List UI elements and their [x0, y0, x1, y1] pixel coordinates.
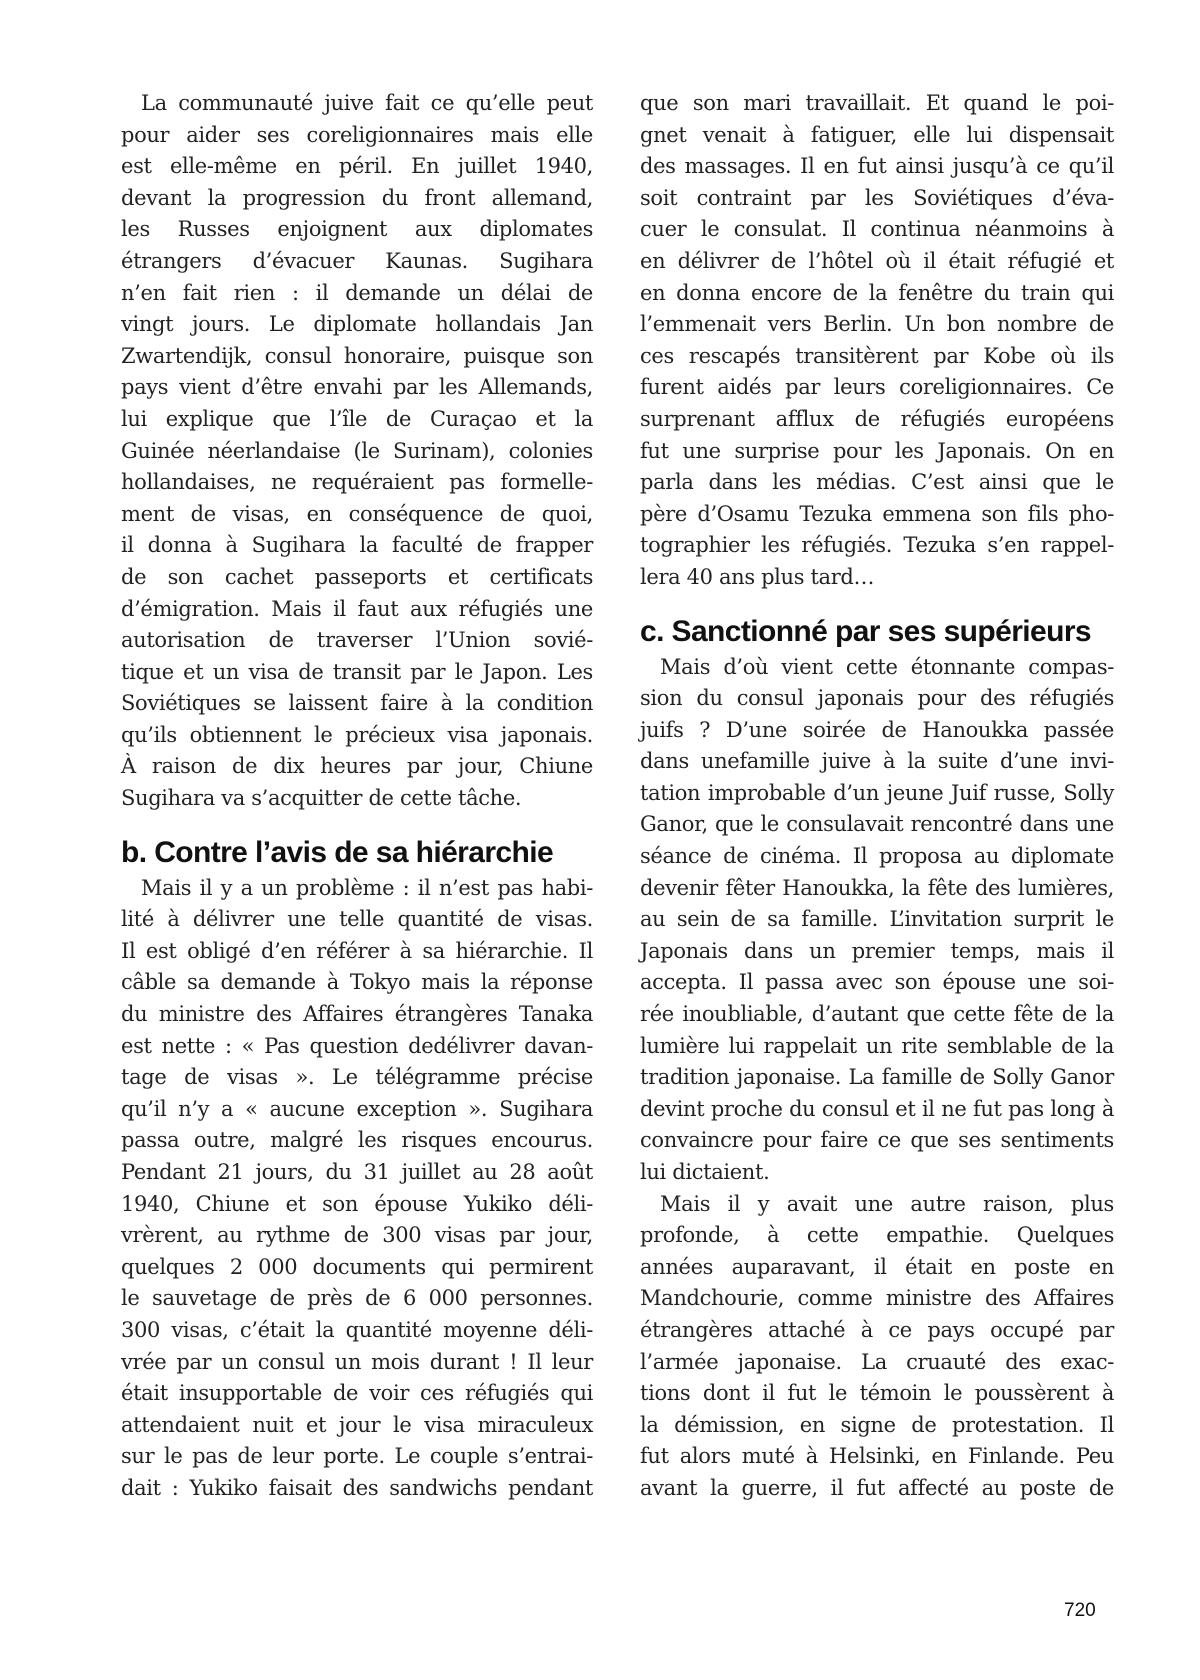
text-line: La communauté juive fait ce qu’elle peut [141, 91, 593, 115]
text-line: tographier les réfugiés. Tezuka s’en rappel- [640, 533, 1114, 558]
text-line: ment de visas, en conséquence de quoi, [121, 501, 593, 526]
text-line: Mais il y a un problème : il n’est pas habi- [141, 875, 593, 900]
text-line: années auparavant, il était en poste en [640, 1254, 1114, 1279]
text-line: Il est obligé d’en référer à sa hiérarchie. Il [121, 938, 593, 963]
text-line: la démission, en signe de protestation. Il [640, 1412, 1114, 1437]
text-line: lumière lui rappelait un rite semblable de la [640, 1033, 1114, 1058]
text-line: tation improbable d’un jeune Juif russe, Solly [640, 780, 1114, 805]
text-line: qu’ils obtiennent le précieux visa japonais. [121, 722, 593, 747]
text-line: tage de visas ». Le télégramme précise [121, 1065, 593, 1090]
text-line: ces rescapés transitèrent par Kobe où ils [640, 343, 1114, 368]
text-line: est nette : « Pas question dedélivrer davan- [121, 1033, 593, 1058]
text-line: passa outre, malgré les risques encourus. [121, 1128, 593, 1153]
text-line: père d’Osamu Tezuka emmena son fils pho- [640, 501, 1114, 526]
text-line: des massages. Il en fut ainsi jusqu’à ce qu’il [640, 154, 1114, 179]
text-line: séance de cinéma. Il proposa au diplomate [640, 844, 1114, 869]
text-line: étrangères attaché à ce pays occupé par [640, 1317, 1114, 1342]
text-line: attendaient nuit et jour le visa miraculeux [121, 1412, 593, 1437]
text-line: tique et un visa de transit par le Japon. Les [121, 659, 593, 684]
text-line: pays vient d’être envahi par les Allemands, [121, 375, 593, 400]
text-line: du ministre des Affaires étrangères Tanaka [121, 1002, 593, 1027]
text-line: surprenant afflux de réfugiés européens [640, 406, 1114, 431]
text-line: fut une surprise pour les Japonais. On en [640, 438, 1114, 463]
text-line: d’émigration. Mais il faut aux réfugiés une [121, 596, 593, 621]
text-line: Ganor, que le consulavait rencontré dans une [640, 812, 1114, 837]
text-line: était insupportable de voir ces réfugiés qui [121, 1381, 593, 1406]
text-line: 300 visas, c’était la quantité moyenne déli- [121, 1317, 593, 1342]
text-line: Sugihara va s’acquitter de cette tâche. [121, 786, 522, 811]
left-column [121, 88, 593, 1505]
text-line: dans unefamille juive à la suite d’une invi- [640, 749, 1114, 774]
text-line: Zwartendijk, consul honoraire, puisque son [121, 343, 593, 368]
text-line: l’armée japonaise. La cruauté des exac- [640, 1349, 1114, 1374]
text-line: les Russes enjoignent aux diplomates [121, 217, 593, 242]
text-line: sion du consul japonais pour des réfugiés [640, 686, 1114, 711]
text-line: il donna à Sugihara la faculté de frapper [121, 533, 593, 558]
text-line: autorisation de traverser l’Union sovié- [121, 628, 593, 653]
text-line: Japonais dans un premier temps, mais il [640, 938, 1114, 963]
text-line: cuer le consulat. Il continua néanmoins à [640, 217, 1114, 242]
text-line: dait : Yukiko faisait des sandwichs pendant [121, 1475, 593, 1500]
text-line: en donna encore de la fenêtre du train qui [640, 280, 1114, 305]
text-line: Guinée néerlandaise (le Surinam), colonies [121, 438, 593, 463]
text-line: le sauvetage de près de 6 000 personnes. [121, 1286, 593, 1311]
text-line: au sein de sa famille. L’invitation surprit le [640, 907, 1114, 932]
text-line: pour aider ses coreligionnaires mais elle [121, 122, 593, 147]
text-line: vingt jours. Le diplomate hollandais Jan [121, 312, 593, 337]
section-heading-c: c. Sanctionné par ses supérieurs [640, 614, 1091, 648]
paragraph-hierarchy-problem [121, 873, 593, 1505]
paragraph-manchuria [640, 1189, 1114, 1505]
text-line: Mais d’où vient cette étonnante compas- [660, 654, 1114, 679]
text-line: rée inoubliable, d’autant que cette fête de la [640, 1002, 1114, 1027]
text-line: quelques 2 000 documents qui permirent [121, 1254, 593, 1279]
text-line: furent aidés par leurs coreligionnaires. Ce [640, 375, 1114, 400]
text-line: gnet venait à fatiguer, elle lui dispensait [640, 122, 1114, 147]
text-line: 1940, Chiune et son épouse Yukiko déli- [121, 1191, 593, 1216]
text-line: Mais il y avait une autre raison, plus [660, 1191, 1114, 1216]
text-line: Mandchourie, comme ministre des Affaires [640, 1286, 1114, 1311]
text-line: fut alors muté à Helsinki, en Finlande. Peu [640, 1444, 1114, 1469]
text-line: lera 40 ans plus tard… [640, 564, 875, 589]
text-line: n’en fait rien : il demande un délai de [121, 280, 593, 305]
text-line: vrée par un consul un mois durant ! Il leur [121, 1349, 593, 1374]
text-line: Soviétiques se laissent faire à la condition [121, 691, 593, 716]
text-line: avant la guerre, il fut affecté au poste de [640, 1475, 1114, 1500]
text-line: en délivrer de l’hôtel où il était réfugié et [640, 248, 1114, 273]
text-line: devant la progression du front allemand, [121, 185, 593, 210]
text-line: devenir fêter Hanoukka, la fête des lumières, [640, 875, 1114, 900]
text-line: devint proche du consul et il ne fut pas long à [640, 1096, 1114, 1121]
text-line: convaincre pour faire ce que ses sentiments [640, 1128, 1114, 1153]
text-line: câble sa demande à Tokyo mais la réponse [121, 970, 593, 995]
text-line: que son mari travaillait. Et quand le poi- [640, 91, 1114, 115]
section-heading-b: b. Contre l’avis de sa hiérarchie [121, 835, 554, 869]
text-line: juifs ? D’une soirée de Hanoukka passée [640, 717, 1114, 742]
text-line: accepta. Il passa avec son épouse une soi- [640, 970, 1114, 995]
text-line: À raison de dix heures par jour, Chiune [121, 754, 593, 779]
text-line: Pendant 21 jours, du 31 juillet au 28 août [121, 1160, 593, 1184]
text-line: soit contraint par les Soviétiques d’éva- [640, 185, 1114, 210]
paragraph-jewish-community [121, 88, 593, 815]
text-line: est elle-même en péril. En juillet 1940, [121, 154, 593, 179]
text-line: tions dont il fut le témoin le poussèrent à [640, 1381, 1114, 1406]
text-line: l’emmenait vers Berlin. Un bon nombre de [640, 312, 1114, 337]
paragraph-continuation [640, 88, 1114, 594]
right-column [640, 88, 1114, 1505]
text-line: profonde, à cette empathie. Quelques [640, 1223, 1114, 1248]
text-line: sur le pas de leur porte. Le couple s’entrai- [121, 1444, 593, 1469]
text-line: de son cachet passeports et certificats [121, 564, 593, 589]
text-line: lité à délivrer une telle quantité de visas. [121, 907, 593, 932]
text-line: lui explique que l’île de Curaçao et la [121, 406, 593, 431]
text-line: tradition japonaise. La famille de Solly Ganor [640, 1065, 1114, 1090]
paragraph-hanukkah [640, 652, 1114, 1189]
text-line: lui dictaient. [640, 1160, 770, 1184]
page-number: 720 [1064, 1600, 1096, 1621]
text-line: vrèrent, au rythme de 300 visas par jour, [121, 1223, 593, 1248]
text-line: qu’il n’y a « aucune exception ». Sugihara [121, 1096, 593, 1121]
text-line: hollandaises, ne requéraient pas formelle- [121, 470, 593, 495]
text-line: étrangers d’évacuer Kaunas. Sugihara [121, 248, 593, 273]
text-line: parla dans les médias. C’est ainsi que le [640, 470, 1114, 495]
